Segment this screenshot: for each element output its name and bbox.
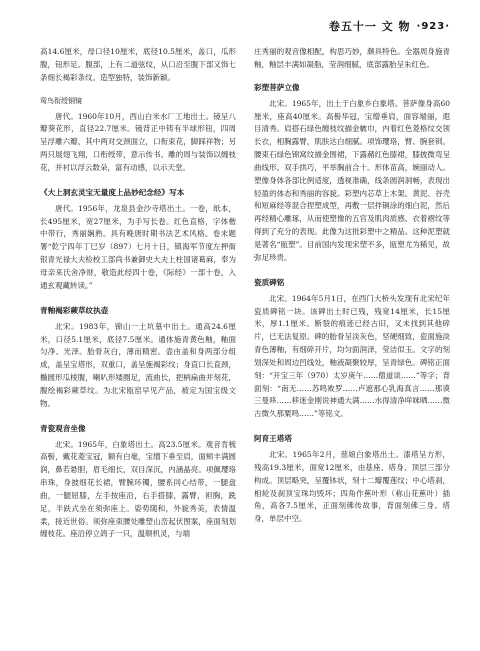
left-column [40,46,236,541]
paragraph: 高14.6厘米，母口径10厘米，底径10.5厘米，盖口，瓜形腹，钮形足。腹部，上有二道弦纹，从口沿至腹下部又饰七条细长褐彩条纹。造型独特，装饰新颖。 [40,47,236,82]
paragraph: 北宋。1983年，锦山一土坑墓中出土。通高24.6厘米，口径5.1厘米，底径7.5厘米。通体施青黄色釉，釉面匀净、光泽。胎骨灰白，薄而精密。壶由盖和身两部分组成，盖呈宝塔形，双重口，盖呈施褐彩纹；身直口长直颈，椭圆形瓜棱腹，喇叭形矮圈足，流曲长，把柄扁曲并刻花，腹绘褐彩蕨草纹。为北宋瓯窑早见产品，被定为国宝级文物。 [40,321,236,408]
chapter-title: 卷五十一 文 物 [328,20,411,33]
entry-title: 鸾鸟衔绶铜镜 [40,96,82,105]
page-number: ·923· [416,20,450,32]
paragraph: 北宋。1964年5月1日，在西门大桥头发现有北宋纪年瓷质碑铭一块。该碑出土时已残，残宽14厘米，长15厘米，厚1.1厘米。断裂的痕迹已经古旧，又未找到其他碎片，已无法复原。碑的胎骨呈淡灰色，坚硬细致，瓷面施淡青色薄釉，有细碎开片，均匀面润泽，莹洁似玉。文字的刻划深处和周边凹线处，釉液凝聚较厚，呈青绿色。碑铭正面刻：“开宝三年（970）太岁庚午……僧道谈……”等字；背面刻：“南无……苏鸣败罗……卢遮那心乳海真言……那谟三曼哆……移迷金刚说神通大满……水得清净咩咪哂……微古微久那粟鸣……”等铭文。 [254,293,450,419]
paragraph: 北宋。1965年2月，慈娘白象塔出土。漆塔呈方形，残高19.3厘米，面宽12厘米，由基座、塔身、顶层三部分构成。顶层略突，呈覆钵状，刻十二瓣覆莲纹；中心塔刹，相轮及刹顶宝珠均毁坏；四角作蕉叶形（称山花蕉叶）插角，高各7.5厘米，正面刻佛传故事，背面刻佛三身。塔身，单层中空。 [254,450,450,524]
entry-title: 阿育王塔塔 [254,434,292,444]
paragraph: 唐代。1956年，龙泉县金沙寺塔出土。一卷，纸本，长495厘米，宽27厘米，为手写长卷。红色直格，字体楷中带行，秀丽娴熟。具有晚唐时期书法艺术风格。卷末题署“乾宁四年丁巳岁（897）七月十日，镇海军节度左押衙银青光禄大夫检校工部尚书兼御史大夫上柱国诸葛麻，奉为母亲来氏舍净财，敬造此经四十卷，《际经》一部十卷，入通玄观藏转读。” [40,203,236,290]
entry-title: 青瓷观音坐像 [40,423,86,433]
entry-title: 彩塑菩萨立像 [254,82,300,92]
page-header [40,18,450,34]
right-column [254,46,450,526]
entry-title: 瓷质碑铭 [254,277,285,287]
paragraph: 北宋。1965年，出土于白象乡白象塔。菩萨像身高60厘米，座高40厘米。高髻华冠，宝缯垂肩，面容端丽，遐目清秀。肩搭石绿色缠枝纹描金帔巾，内着红色菱格纹交领长衣，相胸露臂，肌肤达白细腻。项饰璎珞，臂、腕套钏。腰束石绿色锦窝纹描金围裙，下露赭红色膝裙，膝披微弯呈曲线形。双手拱巧，平举胸前合十。形体苗高，婉丽动人。塑像身体各部比例适度，透视准确，线条圆润洞畅，表现出轻盈的体态和秀丽的容貌。彩塑内芯草上木架。黄泥、谷壳和短麻经等混合捏塑成型，再敷一层拌铜涂的细白泥，然后再经精心雕琢，从而使塑像的五官及肌肉质感、衣着褶纹等得到了充分的表现。此像为这批彩塑中之精品。这种泥塑就是著名“瓯塑”。目前国内发现宋塑不多，瓯塑尤为稀见，故弥足珍贵。 [254,98,450,262]
paragraph: 北宋。1965年，白象塔出土。高23.5厘米。观音肯梳高髻，戴花菱宝冠，额有白毫，宝缯下垂至肩，面颊丰满圆润，鼻若悬胆，眉毛细长，双目深沉，内涵晶亮。项佩璎珞串珠，身披细花长裙，臂腕环镯，腰系同心结带，一腿盘曲，一腿屈膝，左手按座沿，右手搭膝，露臂，袒胸，跣足，半趺式坐在须弥座上。姿势随和，外貌秀美，表情温柔，接近世俗。须弥座束腰处雕塑山峦起伏图案，座面刻划缠枝花。座沿停立鸽子一只，温顺机灵，与端 [40,439,236,539]
paragraph: 唐代。1960年10月，西山白米水厂工地出土。镜呈八瓣葵花形，直径22.7厘米。镜背正中铸有半球形钮，四周呈浮雕六瓣，其中两对交颈面立，口衔束花，脚踩祥物；另两只展翅飞翔，口衔绶带，意示传书。雕的周与装饰以缠枝花，并衬以浮云数朵，富有动感，以示天堂。 [40,111,236,172]
paragraph: 庄秀丽的观音像相配，构思巧妙，颇具特色。全器周身施青釉，釉层丰满如凝脂，莹润细腻，底部露胎呈朱红色。 [254,47,450,69]
entry-title: 《大上洞玄灵宝无量度上品妙纪念经》写本 [40,187,185,197]
entry-title: 青釉褐彩蕨草纹执壶 [40,305,109,315]
